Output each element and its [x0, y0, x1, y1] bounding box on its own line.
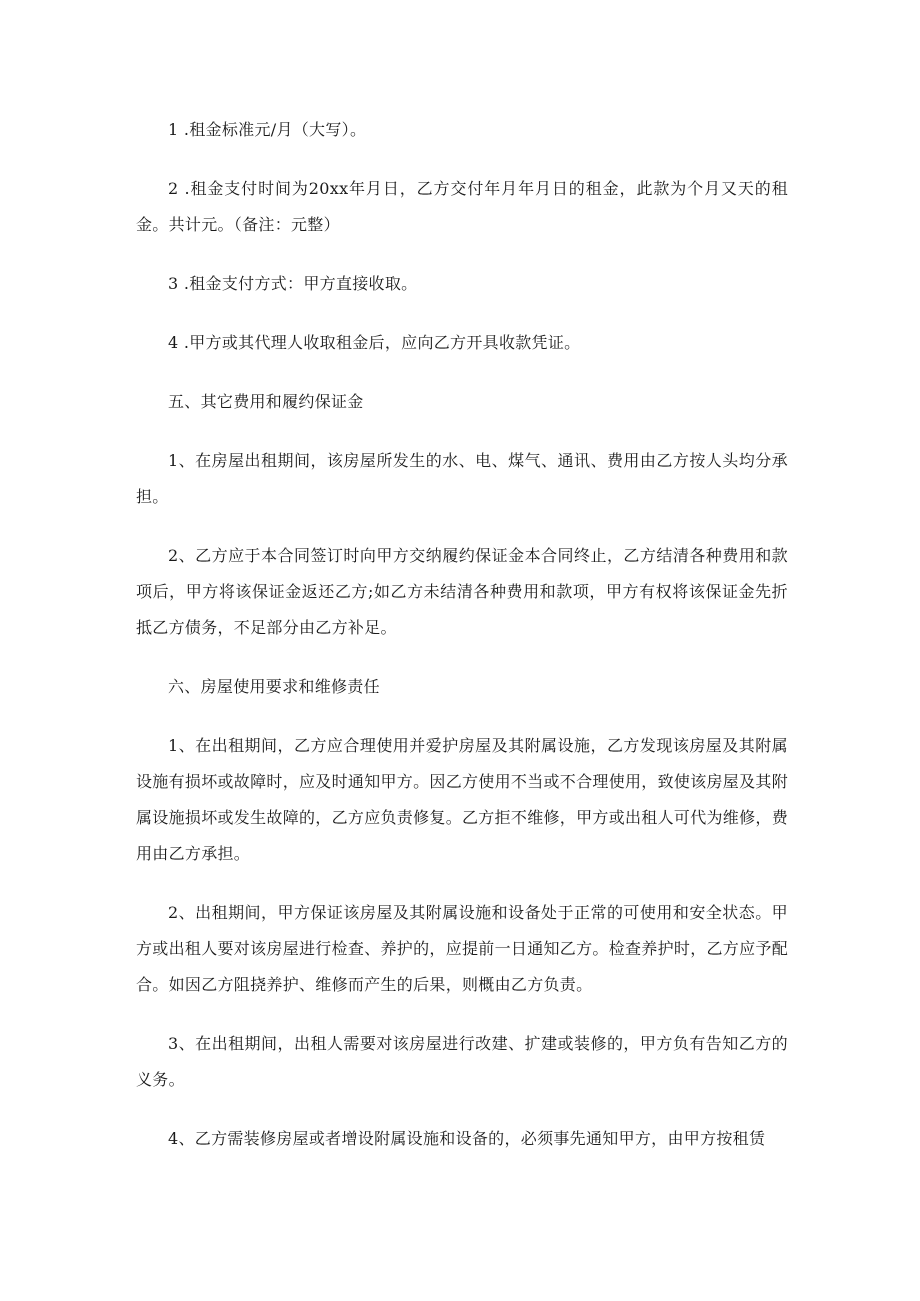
deposit-clause: 2、乙方应于本合同签订时向甲方交纳履约保证金本合同终止，乙方结清各种费用和款项后，甲方将该保证金返还乙方;如乙方未结清各种费用和款项，甲方有权将该保证金先折抵乙方债务，不足部分由乙方补足。 — [136, 546, 788, 637]
rent-receipt-clause: 4 .甲方或其代理人收取租金后，应向乙方开具收款凭证。 — [168, 333, 581, 352]
section-heading-usage-maintenance: 六、房屋使用要求和维修责任 — [168, 677, 380, 696]
section-heading-fees-deposit: 五、其它费用和履约保证金 — [168, 392, 364, 411]
usage-care-clause: 1、在出租期间，乙方应合理使用并爱护房屋及其附属设施，乙方发现该房屋及其附属设施有损坏或故障时，应及时通知甲方。因乙方使用不当或不合理使用，致使该房屋及其附属设施损坏或发生故障的，乙方应负责修复。乙方拒不维修，甲方或出租人可代为维修，费用由乙方承担。 — [136, 736, 789, 863]
landlord-guarantee-clause: 2、出租期间，甲方保证该房屋及其附属设施和设备处于正常的可使用和安全状态。甲方或出租人要对该房屋进行检查、养护的，应提前一日通知乙方。检查养护时，乙方应予配合。如因乙方阻挠养护、维修而产生的后果，则概由乙方负责。 — [136, 903, 789, 994]
renovation-notice-clause: 3、在出租期间，出租人需要对该房屋进行改建、扩建或装修的，甲方负有告知乙方的义务。 — [136, 1034, 788, 1089]
rent-payment-method-clause: 3 .租金支付方式：甲方直接收取。 — [168, 274, 418, 293]
document-body — [136, 112, 788, 1180]
utilities-clause: 1、在房屋出租期间，该房屋所发生的水、电、煤气、通讯、费用由乙方按人头均分承担。 — [136, 451, 788, 506]
rent-payment-time-clause: 2 .租金支付时间为20xx年月日，乙方交付年月年月日的租金，此款为个月又天的租金。共计元。（备注：元整） — [136, 179, 788, 234]
tenant-renovation-clause: 4、乙方需装修房屋或者增设附属设施和设备的，必须事先通知甲方，由甲方按租赁 — [168, 1129, 766, 1148]
rent-standard-clause: 1 .租金标准元/月（大写）。 — [168, 120, 367, 139]
